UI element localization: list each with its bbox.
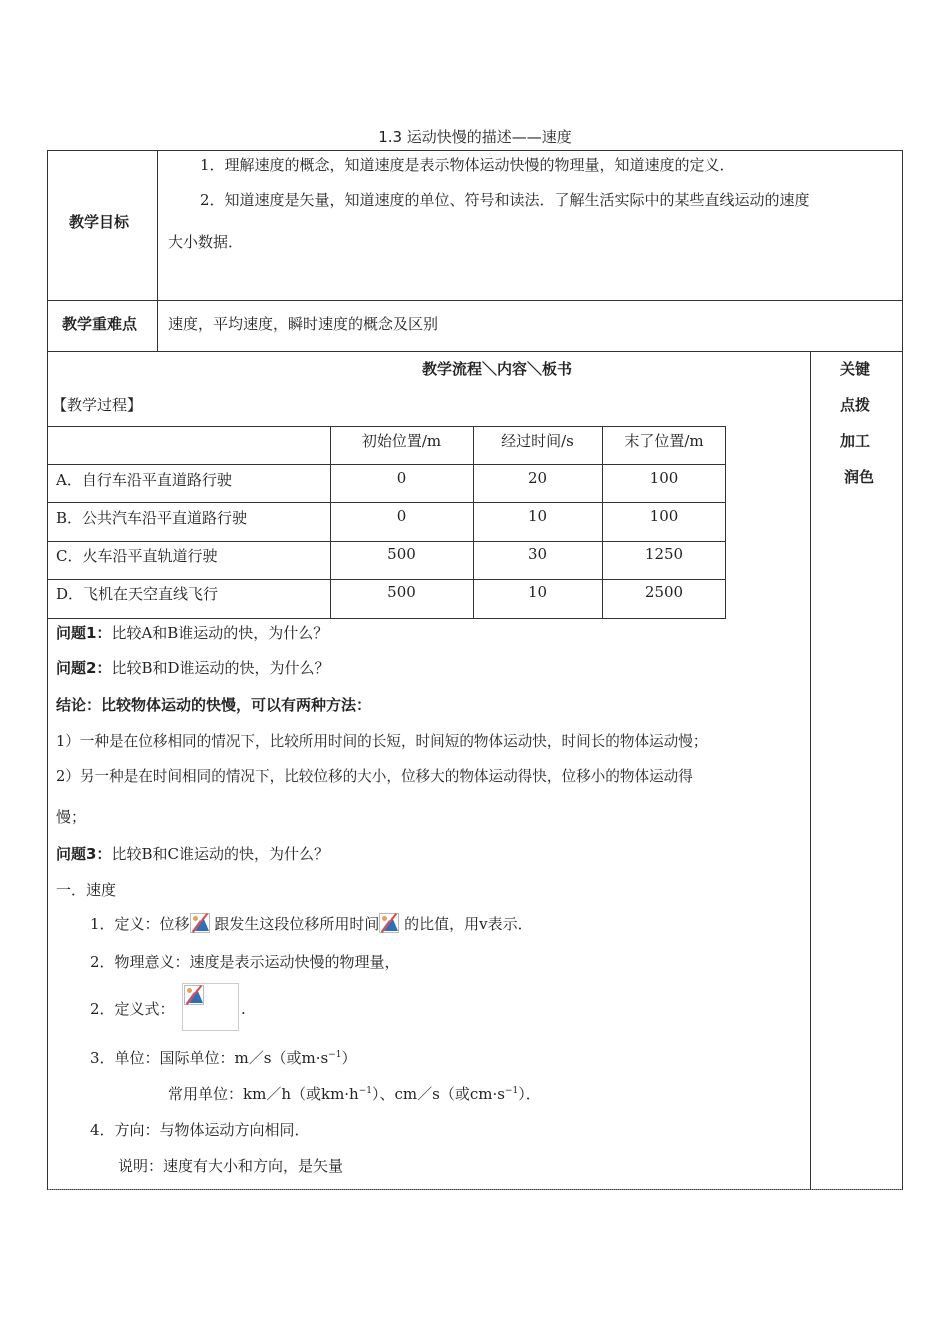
keypoints-label: 教学重难点 [62,315,138,333]
side-note-3: 加工 [840,432,871,450]
table-cell: 0 [396,469,407,487]
table-cell: C．火车沿平直轨道行驶 [56,547,218,565]
page-title: 1.3 运动快慢的描述——速度 [378,128,572,146]
table-cell: 20 [527,469,548,487]
common-unit-line [168,1083,541,1104]
table-row-divider [47,579,726,580]
table-cell: 10 [527,583,548,601]
goal-line-2-cont: 大小数据． [168,233,244,251]
formula-image [182,983,239,1031]
question-3 [56,843,329,864]
table-cell: 500 [387,545,416,563]
table-cell: 30 [527,545,548,563]
row-divider [47,300,903,301]
table-cell: 10 [527,507,548,525]
method-2: 2）另一种是在时间相同的情况下，比较位移的大小，位移大的物体运动得快，位移小的物体运动得 [56,768,693,785]
col-divider [157,150,158,351]
unit-text: ）、cm／s（或cm·s [372,1085,505,1103]
table-cell: B．公共汽车沿平直道路行驶 [56,509,248,527]
table-cell: 2500 [644,583,684,601]
direction-line: 4．方向：与物体运动方向相同． [90,1121,310,1139]
unit-text: ） [341,1049,357,1067]
table-cell: 500 [387,583,416,601]
broken-image-icon [184,985,204,1005]
unit-text: 3．单位：国际单位：m／s（或m·s [90,1049,329,1067]
keypoints-text: 速度，平均速度，瞬时速度的概念及区别 [168,315,439,333]
goal-line-2: 2．知道速度是矢量，知道速度的单位、符号和读法．了解生活实际中的某些直线运动的速度 [200,191,810,209]
table-cell: D．飞机在天空直线飞行 [56,585,219,603]
conclusion: 结论：比较物体运动的快慢，可以有两种方法： [56,696,372,714]
flow-header: 教学流程＼内容＼板书 [422,360,573,378]
unit-superscript: −1 [358,1086,372,1096]
table-row-divider [47,541,726,542]
question-label: 问题3： [56,845,112,863]
table-row-divider [47,464,726,465]
broken-image-icon [379,913,399,933]
question-text: 比较B和D谁运动的快，为什么？ [111,659,330,677]
method-1: 1）一种是在位移相同的情况下，比较所用时间的长短，时间短的物体运动快，时间长的物体运动慢； [56,733,708,750]
side-note-1: 关键 [840,360,871,378]
formula-end: . [241,1000,246,1018]
method-2-cont: 慢； [56,808,87,826]
question-2 [56,657,330,678]
unit-line [90,1047,356,1068]
physical-meaning: 2．物理意义：速度是表示运动快慢的物理量， [90,953,400,971]
table-header-cell: 初始位置/m [361,432,442,450]
table-cell: A．自行车沿平直道路行驶 [56,471,232,489]
row-divider [47,351,903,352]
unit-text: ）． [518,1085,541,1103]
question-label: 问题2： [56,659,112,677]
table-cell: 100 [649,507,679,525]
page-break-line [48,1189,902,1190]
table-cell: 1250 [644,545,684,563]
goals-label: 教学目标 [69,213,130,231]
unit-text: 常用单位：km／h（或km·h [168,1085,359,1103]
formula-label: 2．定义式： [90,1000,175,1018]
process-label: 【教学过程】 [52,396,143,414]
question-1 [56,622,328,643]
goal-line-1: 1．理解速度的概念，知道速度是表示物体运动快慢的物理量，知道速度的定义． [200,156,735,174]
definition-text: 跟发生这段位移所用时间 [214,915,380,933]
broken-image-icon [190,913,210,933]
table-cell: 0 [396,507,407,525]
question-text: 比较A和B谁运动的快，为什么？ [111,624,329,642]
table-header-cell: 末了位置/m [624,432,704,450]
definition-text: 1．定义：位移 [90,915,190,933]
definition-text: 的比值，用v表示． [404,915,533,933]
table-header-cell: 经过时间/s [501,432,574,450]
table-row-divider [47,502,726,503]
note-line: 说明：速度有大小和方向，是矢量 [118,1157,344,1175]
question-label: 问题1： [56,624,112,642]
table-cell: 100 [649,469,679,487]
definition-line [90,913,533,934]
unit-superscript: −1 [328,1050,342,1060]
side-note-2: 点拨 [840,396,871,414]
section-heading: 一．速度 [56,881,117,899]
side-note-4: 润色 [844,468,875,486]
question-text: 比较B和C谁运动的快，为什么？ [111,845,329,863]
col-divider [810,351,811,1190]
unit-superscript: −1 [504,1086,519,1096]
